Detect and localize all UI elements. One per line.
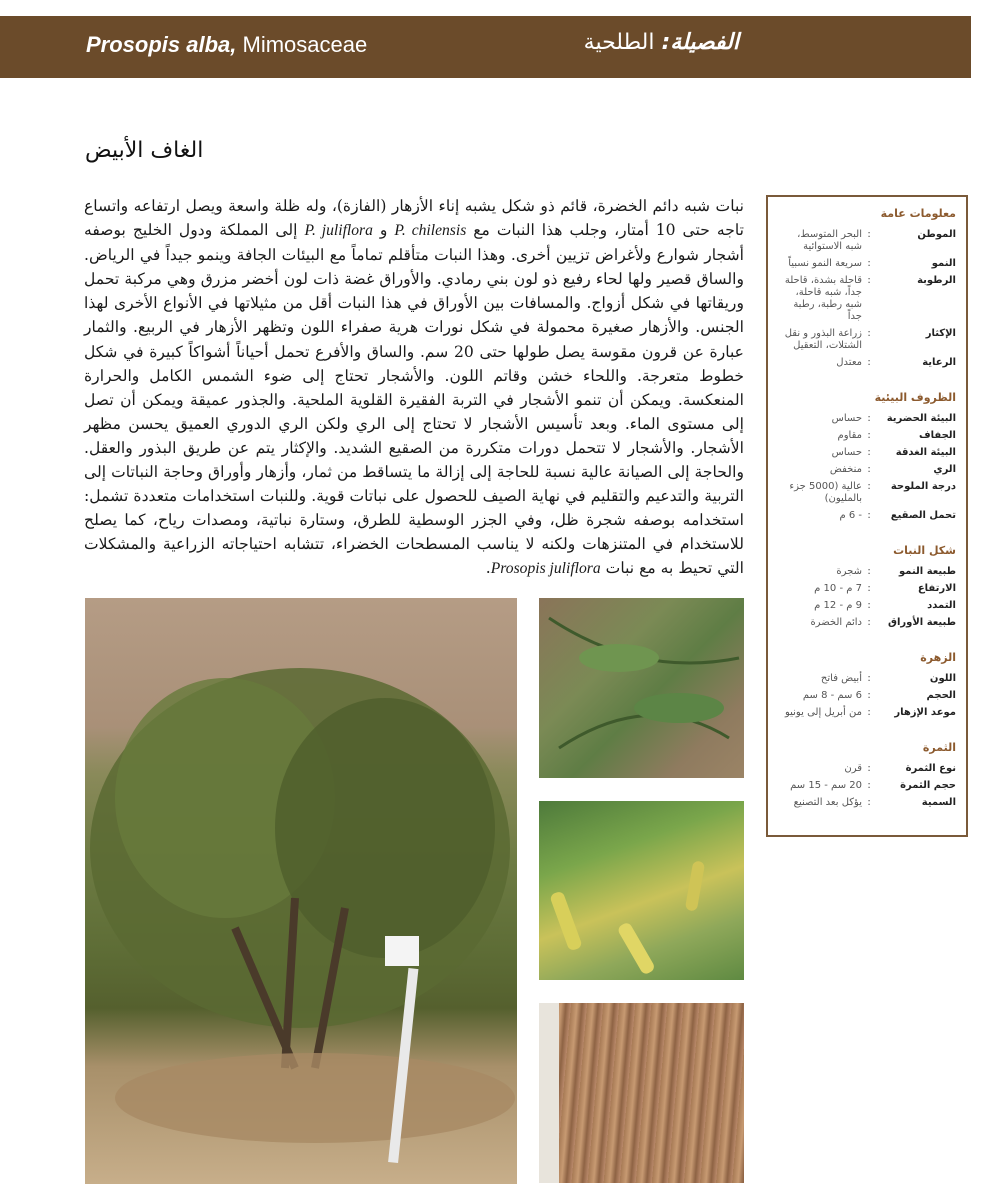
leaves-photo [539,598,744,778]
tree-illustration [85,598,517,1184]
info-box [766,195,968,837]
flowers-illustration [539,801,744,980]
info-key: الإكثار [925,328,956,339]
info-section-title: الثمرة [922,741,956,754]
info-colon: : [867,566,871,577]
info-row [778,583,956,595]
info-key: طبيعة النمو [898,566,956,577]
info-key: الحجم [926,690,956,701]
text-segment: نبات شبه دائم الخضرة، قائم ذو شكل يشبه إناء الأزهار (الفازة)، وله ظلة واسعة ويصل ارتفاعه واتساع تاجه حتى 10 أمتار، وجلب هذا النبات مع [84,197,744,240]
info-row [778,328,956,352]
info-row [778,258,956,270]
info-key: البيئة الغدقة [895,447,956,458]
info-colon: : [867,510,871,521]
info-row [778,797,956,809]
info-row [778,600,956,612]
info-section-title: الزهرة [920,651,956,664]
info-colon: : [867,763,871,774]
info-key: التمدد [927,600,956,611]
info-row [778,464,956,476]
info-section-title: شكل النبات [893,544,956,557]
info-value: زراعة البذور و نقل الشتلات، التعقيل [784,328,862,351]
info-value: منخفض [829,464,862,475]
info-key: الموطن [917,229,956,240]
info-key: درجة الملوحة [890,481,956,492]
page-title: الغاف الأبيض [85,138,204,163]
info-section-title: معلومات عامة [880,207,956,220]
header-latin-name [86,32,367,58]
bark-photo [539,1003,744,1183]
info-row [778,707,956,719]
info-value: قاحلة بشدة، قاحلة جداً، شبه قاحلة، شبه رطبة، رطبة جداً [784,275,862,322]
family-latin: Mimosaceae [236,32,368,57]
info-key: اللون [929,673,956,684]
info-value: حساس [831,413,862,424]
info-value: من أبريل إلى يونيو [784,707,862,718]
info-section [778,544,956,629]
text-segment: إلى المملكة ودول الخليج بوصفه أشجار شوارع ولأغراض تزيين أخرى. وهذا النبات متأقلم تماماً مع البيئات الجافة وينمو جيداً في الرياض. والساق قصير ولها لحاء رفيع ذو لون بني رمادي. والأوراق غضة ذات لون أخضر مزرق وهي مركبة تحمل وريقاتها في شكل أزواج. والمسافات بين الأوراق في هذا النبات أقل من مثيلاتها في الأنواع الأخرى لهذا الجنس. والأزهار صغيرة محمولة في شكل نورات هرية صفراء اللون وتظهر الأزهار في الربيع. والثمار عبارة عن قرون مقوسة يصل طولها حتى 20 سم. والساق والأفرع تحمل أحياناً أشواكاً كبيرة في شكل خطوط متعرجة. واللحاء خشن وقاتم اللون. والأشجار تحتاج إلى ضوء الشمس الكامل والحرارة المنعكسة. ويمكن أن تنمو الأشجار في التربة الفقيرة القلوية الملحية. والجذور عميقة ويمكن أن تصل إلى مستوى الماء. وبعد تأسيس الأشجار لا تحتاج إلى الري ولكن الري الدوري العميق يحسن مظهر الأشجار. والأشجار لا تتحمل دورات متكررة من الصقيع الشديد. والإكثار يتم عن طريق البذور والعقل. والحاجة إلى الصيانة عالية نسبة للحاجة إلى إزالة ما يتساقط من ثمار، وأزهار وأوراق وحاجة النباتات إلى التربية والتدعيم والتقليم في نهاية الصيف للحصول على نباتات قوية. وللنبات استخدامات متعددة تشمل: استخدامه بوصفه شجرة ظل، وفي الجزر الوسطية للطرق، وستارة نباتية، ومصدات رياح، كما يصلح للاستخدام في المتنزهات ولكنه لا يناسب المسطحات الخضراء، تتشابه احتياجاته الزراعية والمشكلات التي تحيط به مع نبات [84,221,744,578]
info-colon: : [867,600,871,611]
leaves-illustration [539,598,744,778]
info-row [778,447,956,459]
info-row [778,566,956,578]
info-value: مقاوم [837,430,862,441]
info-colon: : [867,229,871,240]
info-value: شجرة [836,566,862,577]
info-section [778,741,956,809]
info-row [778,617,956,629]
info-value: 7 م - 10 م [814,583,862,594]
scientific-name: Prosopis alba, [86,32,237,57]
info-colon: : [867,780,871,791]
info-row [778,430,956,442]
info-key: الارتفاع [917,583,956,594]
info-section [778,391,956,522]
info-key: طبيعة الأوراق [888,617,956,628]
header-arabic-family [584,30,739,55]
latin-name: P. juliflora [304,222,373,240]
info-colon: : [867,258,871,269]
info-key: الرطوبة [917,275,956,286]
info-row [778,673,956,685]
info-key: موعد الإزهار [894,707,956,718]
info-row [778,763,956,775]
info-row [778,413,956,425]
description-paragraph [84,194,744,582]
info-value: - 6 م [839,510,862,521]
text-segment: و [379,221,388,240]
latin-name: P. chilensis [394,222,467,240]
flowers-photo [539,801,744,980]
info-value: حساس [831,447,862,458]
info-colon: : [867,413,871,424]
info-row [778,275,956,323]
info-value: سريعة النمو نسبياً [788,258,862,269]
info-colon: : [867,328,871,339]
info-row [778,510,956,522]
info-key: الجفاف [919,430,956,441]
info-colon: : [867,275,871,286]
info-value: 20 سم - 15 سم [790,780,862,791]
info-value: 9 م - 12 م [814,600,862,611]
info-row [778,780,956,792]
info-row [778,690,956,702]
info-colon: : [867,690,871,701]
info-section-title: الظروف البيئية [874,391,956,404]
info-value: 6 سم - 8 سم [802,690,862,701]
info-row [778,481,956,505]
info-value: يؤكل بعد التصنيع [793,797,862,808]
info-row [778,357,956,369]
info-colon: : [867,797,871,808]
info-colon: : [867,583,871,594]
info-key: النمو [931,258,956,269]
family-label: الفصيلة: [661,30,739,55]
info-colon: : [867,430,871,441]
info-colon: : [867,481,871,492]
family-arabic: الطلحية [583,30,662,55]
info-value: دائم الخضرة [810,617,862,628]
info-colon: : [867,464,871,475]
info-row [778,229,956,253]
info-key: حجم الثمرة [900,780,956,791]
info-key: الري [933,464,956,475]
info-key: تحمل الصقيع [890,510,956,521]
info-colon: : [867,447,871,458]
info-section [778,207,956,369]
info-value: أبيض فاتح [820,673,862,684]
info-colon: : [867,707,871,718]
info-value: عالية (5000 جزء بالمليون) [789,481,862,504]
info-colon: : [867,357,871,368]
info-section [778,651,956,719]
header-bar [0,16,971,78]
text-segment: . [485,559,491,578]
info-key: السمية [921,797,956,808]
info-key: البيئة الحضرية [886,413,956,424]
info-value: معتدل [836,357,862,368]
latin-name: Prosopis juliflora [490,560,601,578]
info-key: الرعاية [922,357,956,368]
info-value: قرن [844,763,862,774]
info-value: البحر المتوسط، شبه الاستوائية [797,229,862,252]
bark-background [539,1003,559,1183]
tree-photo [85,598,517,1184]
info-key: نوع الثمرة [905,763,956,774]
info-colon: : [867,617,871,628]
info-colon: : [867,673,871,684]
